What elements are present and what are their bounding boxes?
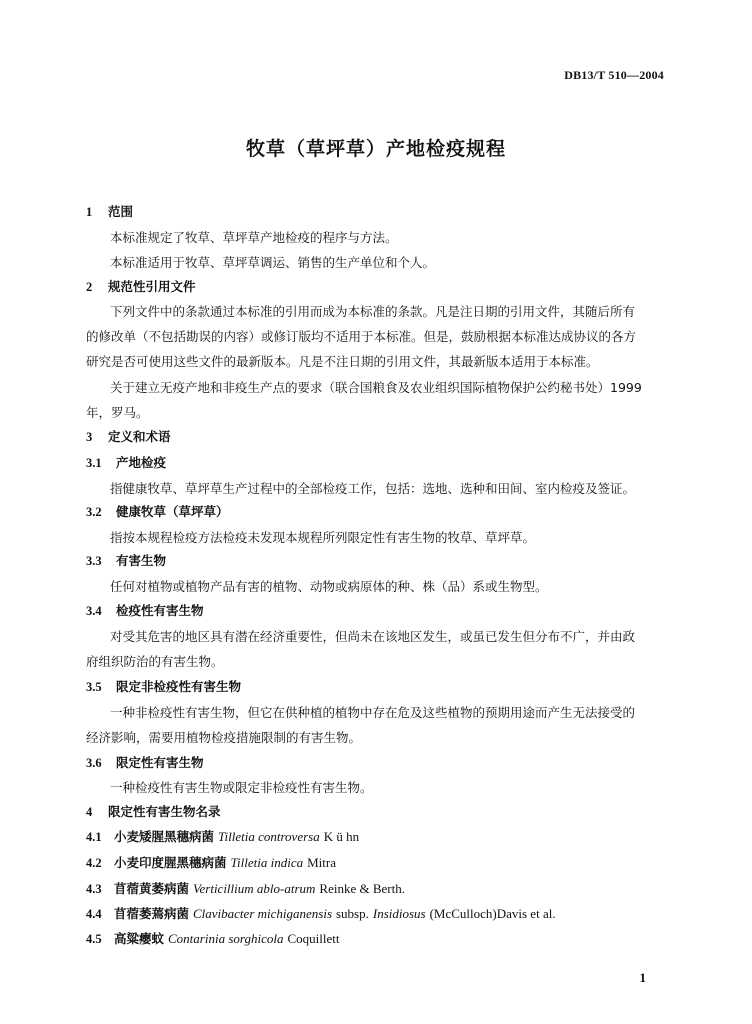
pest-list-item: 4.4 苜蓿萎蔫病菌 Clavibacter michiganensis subsp. Insidiosus (McCulloch)Davis et al. [86,906,556,921]
page-number: 1 [639,970,646,985]
definition-3-4-heading: 3.4 检疫性有害生物 [86,603,204,618]
definition-3-2-text: 指按本规程检疫方法检疫未发现本规程所列限定性有害生物的牧草、草坪草。 [110,530,536,545]
section-1-paragraph-2: 本标准适用于牧草、草坪草调运、销售的生产单位和个人。 [110,255,436,270]
definition-3-4-text-line-2: 府组织防治的有害生物。 [86,654,224,669]
section-1-heading: 1 范围 [86,204,134,219]
document-title: 牧草（草坪草）产地检疫规程 [245,138,506,160]
section-2-paragraph-2-line-1: 关于建立无疫产地和非疫生产点的要求（联合国粮食及农业组织国际植物保护公约秘书处）1999 [110,380,642,395]
definition-3-5-text-line-1: 一种非检疫性有害生物，但它在供种植的植物中存在危及这些植物的预期用途而产生无法接受的 [110,705,636,720]
definition-3-6-text: 一种检疫性有害生物或限定非检疫性有害生物。 [110,780,373,795]
section-3-heading: 3 定义和术语 [86,429,171,444]
definition-3-3-heading: 3.3 有害生物 [86,553,167,568]
definition-3-1-heading: 3.1 产地检疫 [86,455,167,470]
definition-3-5-heading: 3.5 限定非检疫性有害生物 [86,679,242,694]
section-2-paragraph-1-line-3: 研究是否可使用这些文件的最新版本。凡是不注日期的引用文件，其最新版本适用于本标准。 [86,354,599,369]
definition-3-3-text: 任何对植物或植物产品有害的植物、动物或病原体的种、株（品）系或生物型。 [110,579,548,594]
section-2-paragraph-1-line-1: 下列文件中的条款通过本标准的引用而成为本标准的条款。凡是注日期的引用文件，其随后所有 [110,304,636,319]
definition-3-4-text-line-1: 对受其危害的地区具有潜在经济重要性，但尚未在该地区发生，或虽已发生但分布不广，并由政 [110,629,636,644]
section-2-paragraph-1-line-2: 的修改单（不包括勘误的内容）或修订版均不适用于本标准。但是，鼓励根据本标准达成协议的各方 [86,329,637,344]
section-1-paragraph-1: 本标准规定了牧草、草坪草产地检疫的程序与方法。 [110,230,398,245]
definition-3-5-text-line-2: 经济影响，需要用植物检疫措施限制的有害生物。 [86,730,362,745]
section-2-paragraph-2-line-2: 年，罗马。 [86,405,149,420]
standard-code: DB13/T 510—2004 [564,68,664,82]
definition-3-1-text: 指健康牧草、草坪草生产过程中的全部检疫工作，包括：选地、选种和田间、室内检疫及签证。 [110,481,636,496]
pest-list-item: 4.5 高粱瘿蚊 Contarinia sorghicola Coquillett [86,931,340,946]
pest-list-item: 4.1 小麦矮腥黑穗病菌 Tilletia controversa K ü hn [86,829,360,844]
section-4-heading: 4 限定性有害生物名录 [86,804,221,819]
definition-3-2-heading: 3.2 健康牧草（草坪草） [86,504,229,519]
section-2-heading: 2 规范性引用文件 [86,279,196,294]
pest-list-item: 4.3 苜蓿黄萎病菌 Verticillium ablo-atrum Reinke & Berth. [86,881,405,896]
definition-3-6-heading: 3.6 限定性有害生物 [86,755,204,770]
pest-list-item: 4.2 小麦印度腥黑穗病菌 Tilletia indica Mitra [86,855,336,870]
